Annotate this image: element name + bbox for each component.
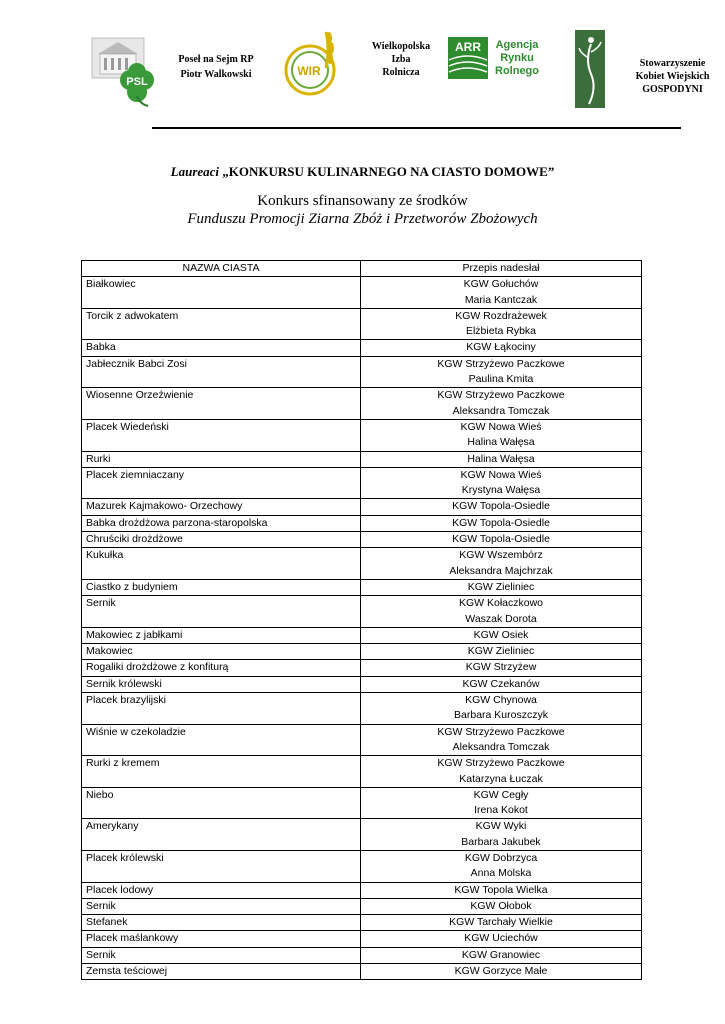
cake-name-cell: Sernik [82,898,361,914]
cake-name-cell: Ciastko z budyniem [82,579,361,595]
cake-name-cell: Placek królewski [82,850,361,882]
submitted-by-line: KGW Strzyżewo Paczkowe [437,357,565,370]
submitted-by-line: KGW Topola Wielka [454,883,548,896]
table-row [82,931,642,947]
psl-logo-icon [88,36,168,108]
submitted-by-line: KGW Czekanów [462,677,540,690]
submitted-by-line: Barbara Kuroszczyk [454,709,548,722]
psl-logo-text: PSL [126,76,148,88]
arr-line2: Rynku [500,52,534,64]
submitted-by-cell [361,627,642,643]
cake-name-cell: Sernik królewski [82,676,361,692]
table-row [82,308,642,340]
submitted-by-cell [361,756,642,788]
submitted-by-line: Krystyna Wałęsa [461,484,541,497]
table-row [82,756,642,788]
submitted-by-line: KGW Strzyżewo Paczkowe [437,389,565,402]
cake-name-cell: Placek ziemniaczany [82,467,361,499]
submitted-by-line: KGW Nowa Wieś [460,420,542,433]
wir-line3: Rolnicza [382,67,420,78]
table-row [82,548,642,580]
wir-line1: Wielkopolska [371,41,431,52]
page-header [0,0,725,130]
table-row [82,388,642,420]
submitted-by-line: KGW Granowiec [461,948,541,961]
submitted-by-cell [361,676,642,692]
arr-line1: Agencja [495,39,539,51]
submitted-by-line: KGW Wszembórz [459,549,543,562]
submitted-by-line: Barbara Jakubek [461,835,541,848]
skw-caption [620,57,725,96]
arr-logo-icon [447,36,547,80]
cake-name-cell: Jabłecznik Babci Zosi [82,356,361,388]
submitted-by-line: KGW Strzyżewo Paczkowe [437,725,565,738]
page-title [0,164,725,180]
table-row [82,596,642,628]
psl-line1: Poseł na Sejm RP [178,54,254,65]
cake-name-cell: Torcik z adwokatem [82,308,361,340]
wir-logo-icon [282,28,342,100]
table-row [82,356,642,388]
table-row [82,660,642,676]
table-row [82,277,642,309]
table-row [82,532,642,548]
cake-name-cell: Babka drożdżowa parzona-staropolska [82,515,361,531]
cake-name-cell: Rurki z kremem [82,756,361,788]
submitted-by-line: KGW Nowa Wieś [460,468,542,481]
submitted-by-line: Anna Molska [470,867,532,880]
submitted-by-cell [361,308,642,340]
cake-name-cell: Zemsta teściowej [82,964,361,980]
table-row [82,340,642,356]
submitted-by-line: KGW Cegły [473,788,529,801]
submitted-by-cell [361,356,642,388]
submitted-by-cell [361,388,642,420]
submitted-by-line: KGW Dobrzyca [464,851,538,864]
submitted-by-line: KGW Rozdrażewek [455,309,547,322]
submitted-by-cell [361,419,642,451]
cake-name-cell: Rogaliki drożdżowe z konfiturą [82,660,361,676]
table-row [82,787,642,819]
submitted-by-line: Maria Kantczak [464,293,538,306]
submitted-by-cell [361,787,642,819]
table-row [82,579,642,595]
submitted-by-cell [361,451,642,467]
submitted-by-cell [361,660,642,676]
submitted-by-cell [361,724,642,756]
cake-name-cell: Babka [82,340,361,356]
cake-name-cell: Wiosenne Orzeźwienie [82,388,361,420]
submitted-by-line: KGW Gorzyce Małe [454,965,548,978]
submitted-by-line: KGW Ołobok [470,899,532,912]
header-divider [152,127,681,129]
submitted-by-cell [361,277,642,309]
cake-name-cell: Amerykany [82,819,361,851]
table-row [82,499,642,515]
cake-name-cell: Placek Wiedeński [82,419,361,451]
submitted-by-cell [361,964,642,980]
submitted-by-cell [361,532,642,548]
skw-line1: Stowarzyszenie [639,58,706,69]
cake-name-cell: Wiśnie w czekoladzie [82,724,361,756]
submitted-by-cell [361,515,642,531]
submitted-by-cell [361,644,642,660]
cake-name-cell: Stefanek [82,915,361,931]
table-row [82,964,642,980]
cake-name-cell: Sernik [82,947,361,963]
submitted-by-line: Aleksandra Tomczak [452,740,550,753]
table-body [82,277,642,980]
skw-line3: GOSPODYNI [642,84,703,95]
submitted-by-cell [361,499,642,515]
submitted-by-cell [361,898,642,914]
submitted-by-line: KGW Topola-Osiedle [452,533,550,546]
submitted-by-line: KGW Osiek [473,628,529,641]
submitted-by-line: KGW Topola-Osiedle [452,516,550,529]
wir-line2: Izba [391,54,411,65]
wir-caption [360,40,442,79]
wir-logo-text: WIR [297,64,321,78]
submitted-by-line: Katarzyna Łuczak [459,772,543,785]
cake-name-cell: Chruściki drożdżowe [82,532,361,548]
submitted-by-line: Irena Kokot [474,804,528,817]
submitted-by-line: Elżbieta Rybka [465,325,537,338]
table-row [82,451,642,467]
cake-name-cell: Placek lodowy [82,882,361,898]
cake-name-cell: Rurki [82,451,361,467]
submitted-by-line: KGW Uciechów [464,932,538,945]
submitted-by-line: KGW Zieliniec [467,580,535,593]
submitted-by-cell [361,548,642,580]
table-row [82,850,642,882]
submitted-by-cell [361,931,642,947]
page-title-italic: Laureaci [170,164,223,179]
cake-name-cell: Placek maślankowy [82,931,361,947]
table-row [82,693,642,725]
table-row [82,915,642,931]
cake-name-cell: Mazurek Kajmakowo- Orzechowy [82,499,361,515]
subtitle-funding: Konkurs sfinansowany ze środków [257,193,468,209]
submitted-by-line: Halina Wałęsa [467,452,535,465]
submitted-by-cell [361,819,642,851]
skw-logo-icon [575,30,605,108]
submitted-by-cell [361,596,642,628]
table-row [82,724,642,756]
cake-name-cell: Makowiec [82,644,361,660]
table-row [82,627,642,643]
table-row [82,644,642,660]
cake-name-cell: Sernik [82,596,361,628]
submitted-by-line: Waszak Dorota [465,612,537,625]
submitted-by-line: KGW Zieliniec [467,645,535,658]
table-row [82,515,642,531]
submitted-by-cell [361,915,642,931]
submitted-by-line: Aleksandra Majchrzak [449,564,553,577]
subtitle-fund-name: Funduszu Promocji Ziarna Zbóż i Przetworów Zbożowych [187,211,538,227]
cake-name-cell: Niebo [82,787,361,819]
submitted-by-line: KGW Strzyżew [465,661,537,674]
submitted-by-line: KGW Chynowa [465,694,537,707]
table-header-row [82,261,642,277]
submitted-by-line: KGW Wyki [475,820,527,833]
submitted-by-cell [361,340,642,356]
table-row [82,819,642,851]
cake-name-cell: Placek brazylijski [82,693,361,725]
table-row [82,947,642,963]
laureates-table [81,260,642,980]
submitted-by-line: KGW Łąkociny [466,341,536,354]
submitted-by-line: KGW Kołaczkowo [458,597,544,610]
submitted-by-line: Aleksandra Tomczak [452,404,550,417]
submitted-by-cell [361,693,642,725]
psl-caption [166,52,266,82]
submitted-by-cell [361,467,642,499]
table-row [82,676,642,692]
skw-line2: Kobiet Wiejskich [635,71,710,82]
column-header-name: NAZWA CIASTA [82,261,361,277]
submitted-by-line: KGW Tarchały Wielkie [449,916,553,929]
submitted-by-line: Paulina Kmita [468,373,534,386]
submitted-by-line: KGW Gołuchów [463,278,539,291]
cake-name-cell: Makowiec z jabłkami [82,627,361,643]
cake-name-cell: Białkowiec [82,277,361,309]
submitted-by-cell [361,850,642,882]
submitted-by-cell [361,882,642,898]
table-row [82,882,642,898]
page-title-main: „KONKURSU KULINARNEGO NA CIASTO DOMOWE” [222,164,555,179]
column-header-submitted-by: Przepis nadesłał [361,261,642,277]
submitted-by-line: KGW Strzyżewo Paczkowe [437,757,565,770]
table-row [82,467,642,499]
table-row [82,898,642,914]
psl-line2: Piotr Walkowski [180,69,252,80]
submitted-by-line: KGW Topola-Osiedle [452,500,550,513]
submitted-by-cell [361,947,642,963]
arr-logo-text: ARR [455,40,481,54]
submitted-by-cell [361,579,642,595]
submitted-by-line: Halina Wałęsa [467,436,535,449]
arr-line3: Rolnego [495,65,539,77]
table-row [82,419,642,451]
cake-name-cell: Kukułka [82,548,361,580]
